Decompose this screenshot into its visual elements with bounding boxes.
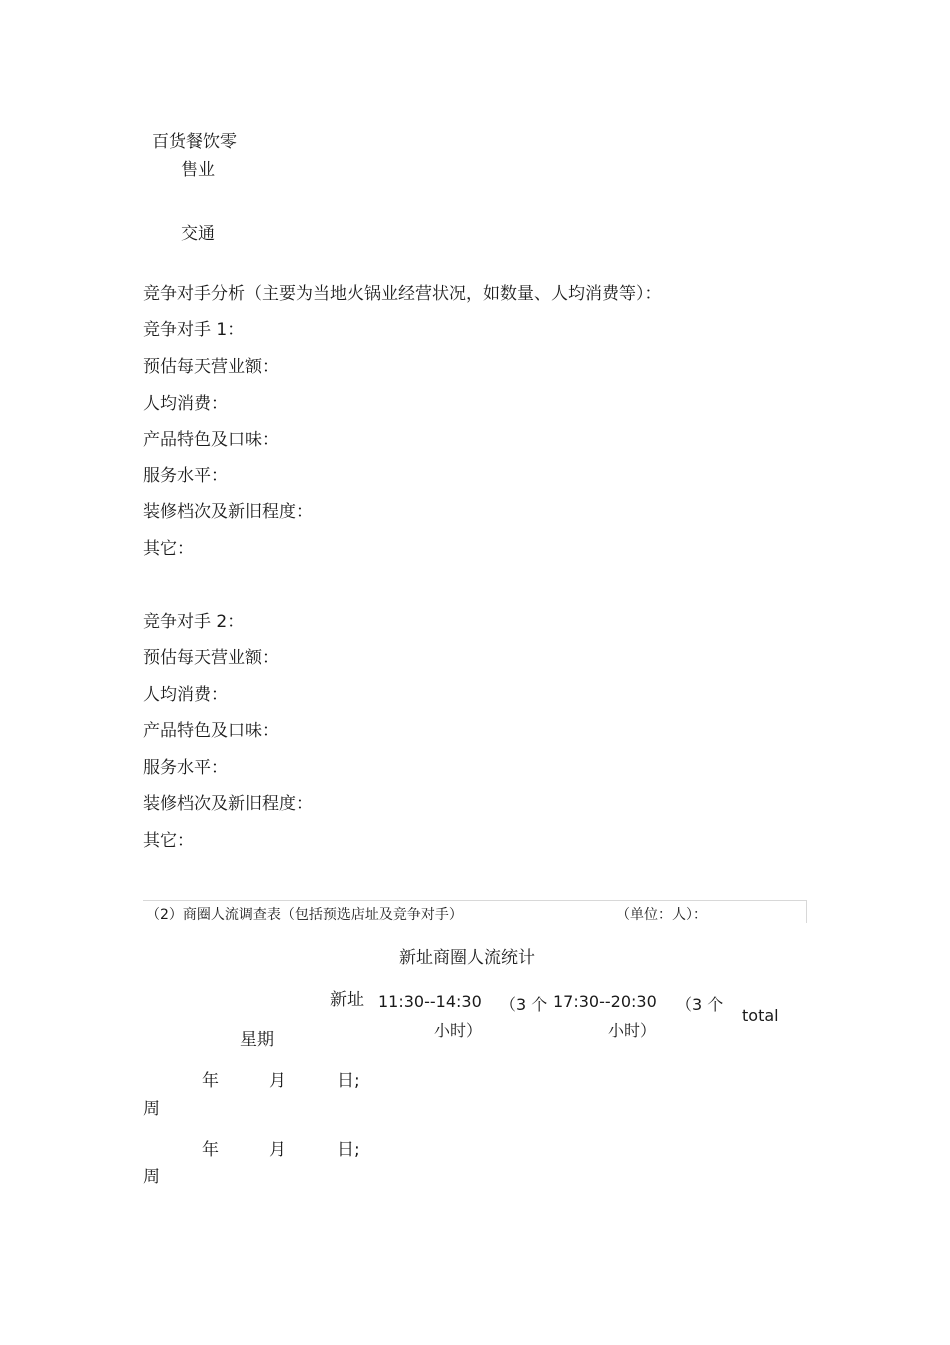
cell-day: 日; xyxy=(337,1071,360,1091)
field-per-capita-spend: 人均消费： xyxy=(143,685,228,705)
cell-week: 周 xyxy=(143,1167,160,1187)
field-other: 其它： xyxy=(143,539,194,559)
col-header-dinner-note-cont: 小时） xyxy=(608,1021,657,1040)
col-header-total: total xyxy=(742,1006,779,1025)
field-per-capita-spend: 人均消费： xyxy=(143,394,228,414)
col-header-dinner-note: （3 个 xyxy=(676,995,724,1014)
category-label-retail: 百货餐饮零 xyxy=(152,132,237,152)
field-service-level: 服务水平： xyxy=(143,758,228,778)
category-label-retail-cont: 售业 xyxy=(181,160,215,180)
col-header-lunch-time: 11:30--14:30 xyxy=(378,992,482,1011)
field-decoration-grade: 装修档次及新旧程度： xyxy=(143,502,313,522)
category-label-transport: 交通 xyxy=(181,224,215,244)
survey-unit: （单位：人）： xyxy=(616,907,707,923)
competitor-analysis-heading: 竞争对手分析（主要为当地火锅业经营状况，如数量、人均消费等）： xyxy=(143,284,662,304)
col-header-weekday: 星期 xyxy=(240,1030,274,1050)
col-header-site: 新址 xyxy=(330,990,364,1010)
competitor-title: 竞争对手 1： xyxy=(143,320,245,340)
cell-month: 月 xyxy=(269,1140,286,1160)
field-service-level: 服务水平： xyxy=(143,466,228,486)
survey-heading: （2）商圈人流调查表（包括预选店址及竞争对手） xyxy=(146,907,463,923)
cell-year: 年 xyxy=(202,1140,219,1160)
col-header-lunch-note-cont: 小时） xyxy=(434,1021,483,1040)
table-title: 新址商圈人流统计 xyxy=(399,948,535,968)
field-other: 其它： xyxy=(143,831,194,851)
competitor-title: 竞争对手 2： xyxy=(143,612,245,632)
col-header-lunch-note: （3 个 xyxy=(500,995,548,1014)
cell-year: 年 xyxy=(202,1071,219,1091)
field-daily-revenue: 预估每天营业额： xyxy=(143,648,279,668)
field-daily-revenue: 预估每天营业额： xyxy=(143,357,279,377)
field-decoration-grade: 装修档次及新旧程度： xyxy=(143,794,313,814)
field-product-features: 产品特色及口味： xyxy=(143,430,279,450)
cell-month: 月 xyxy=(269,1071,286,1091)
cell-day: 日; xyxy=(337,1140,360,1160)
cell-week: 周 xyxy=(143,1099,160,1119)
field-product-features: 产品特色及口味： xyxy=(143,721,279,741)
col-header-dinner-time: 17:30--20:30 xyxy=(553,992,657,1011)
